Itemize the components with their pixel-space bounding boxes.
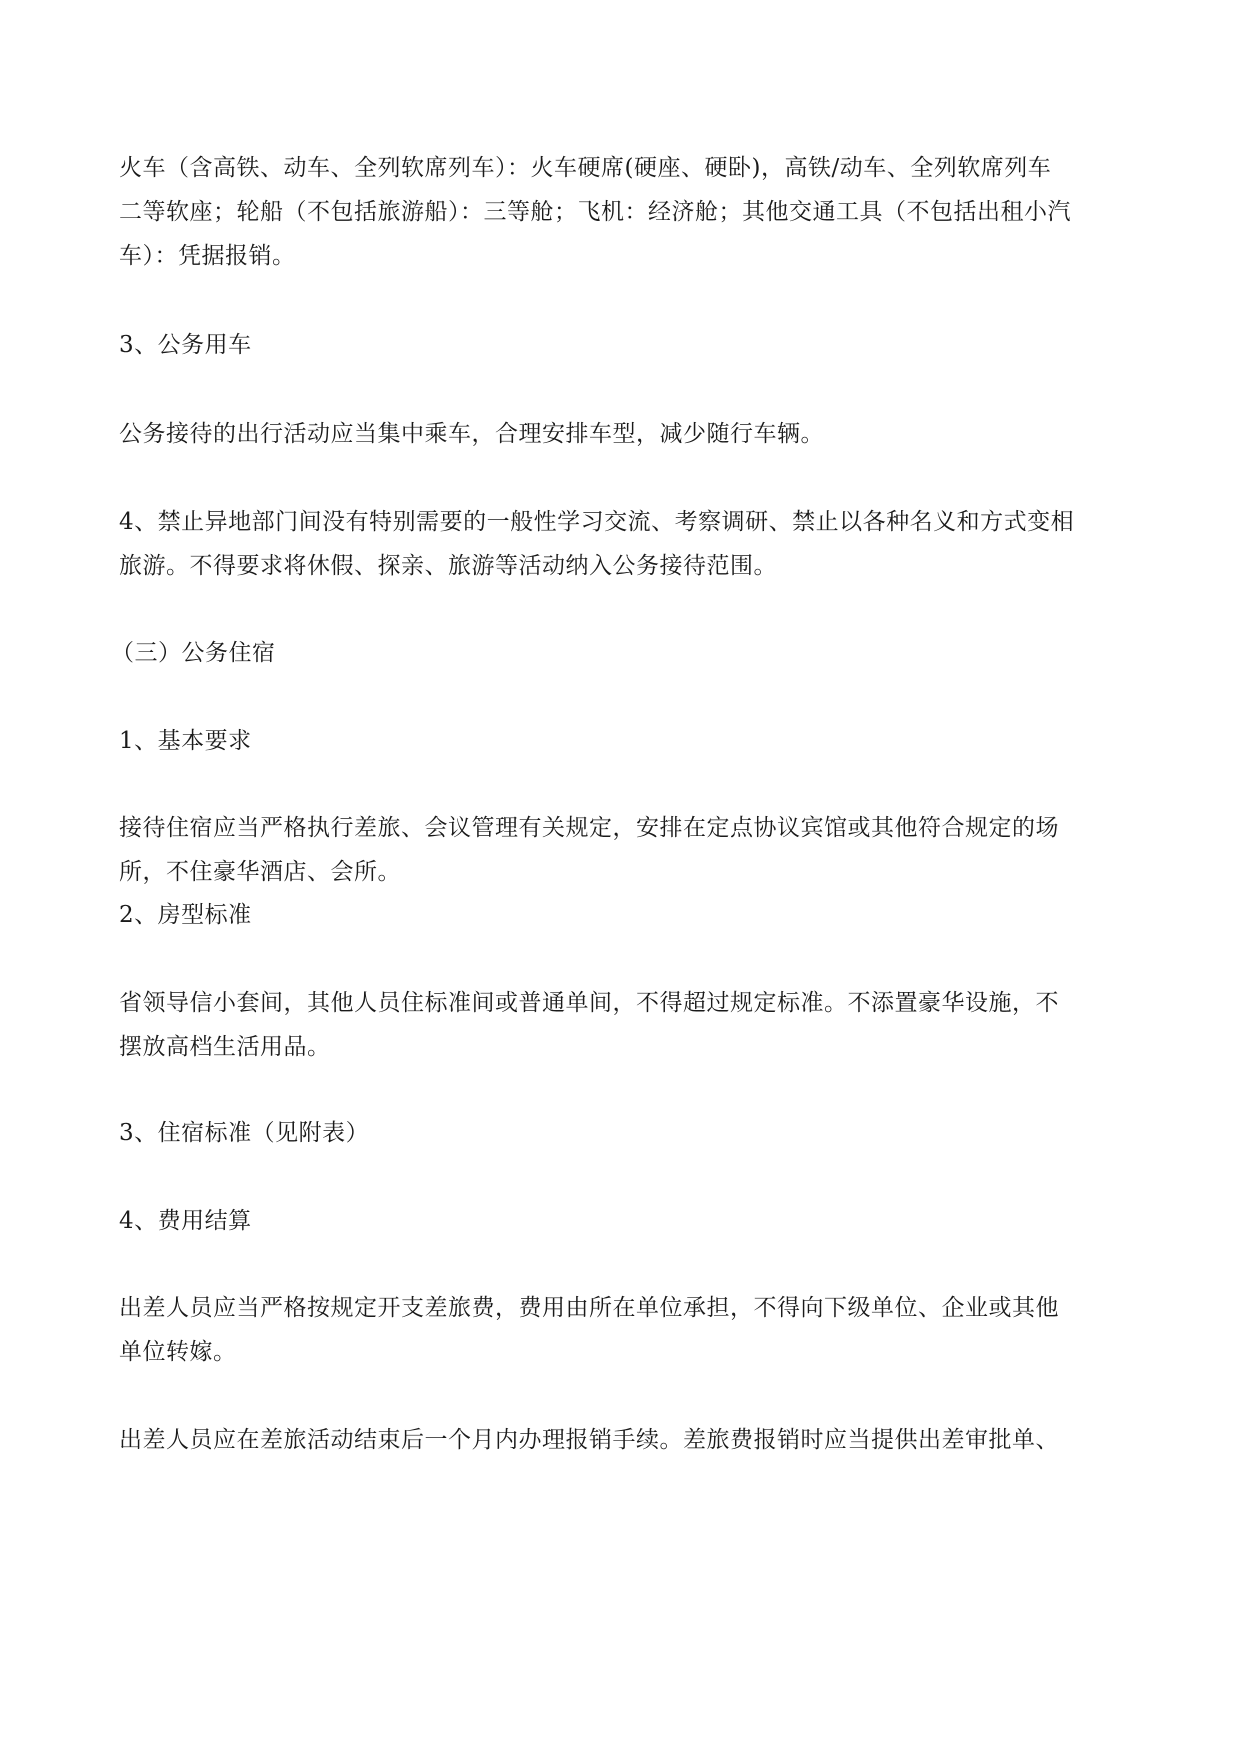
text-line: 二等软座；轮船（不包括旅游船）：三等舱；飞机：经济舱；其他交通工具（不包括出租小汽 xyxy=(119,199,1071,225)
paragraph-basic-requirements xyxy=(119,806,1129,894)
heading-expense-settlement: 4、费用结算 xyxy=(119,1208,252,1234)
paragraph-transport-standards xyxy=(119,146,1129,278)
paragraph-reimbursement xyxy=(119,1418,1129,1462)
paragraph-official-car: 公务接待的出行活动应当集中乘车，合理安排车型，减少随行车辆。 xyxy=(119,421,824,447)
heading-basic-requirements: 1、基本要求 xyxy=(119,728,252,754)
text-line: 出差人员应当严格按规定开支差旅费，费用由所在单位承担，不得向下级单位、企业或其他 xyxy=(119,1295,1059,1321)
text-line: 车）：凭据报销。 xyxy=(119,243,296,269)
heading-official-car: 3、公务用车 xyxy=(119,332,252,358)
text-line: 摆放高档生活用品。 xyxy=(119,1034,331,1060)
text-line: 火车（含高铁、动车、全列软席列车）：火车硬席(硬座、硬卧)，高铁/动车、全列软席列车 xyxy=(119,155,1052,181)
text-line: 4、禁止异地部门间没有特别需要的一般性学习交流、考察调研、禁止以各种名义和方式变相 xyxy=(119,509,1075,535)
paragraph-prohibitions xyxy=(119,500,1129,588)
text-line: 单位转嫁。 xyxy=(119,1339,237,1365)
paragraph-room-standards xyxy=(119,981,1129,1069)
text-line: 旅游。不得要求将休假、探亲、旅游等活动纳入公务接待范围。 xyxy=(119,553,777,579)
text-line: 所，不住豪华酒店、会所。 xyxy=(119,859,401,885)
paragraph-expense-settlement xyxy=(119,1286,1129,1374)
text-line: 接待住宿应当严格执行差旅、会议管理有关规定，安排在定点协议宾馆或其他符合规定的场 xyxy=(119,815,1059,841)
text-line: 省领导信小套间，其他人员住标准间或普通单间，不得超过规定标准。不添置豪华设施，不 xyxy=(119,990,1059,1016)
heading-lodging-standards: 3、住宿标准（见附表） xyxy=(119,1120,370,1146)
text-line: 出差人员应在差旅活动结束后一个月内办理报销手续。差旅费报销时应当提供出差审批单、 xyxy=(119,1427,1059,1453)
heading-room-standards: 2、房型标准 xyxy=(119,902,252,928)
section-heading-lodging: （三）公务住宿 xyxy=(111,640,276,666)
